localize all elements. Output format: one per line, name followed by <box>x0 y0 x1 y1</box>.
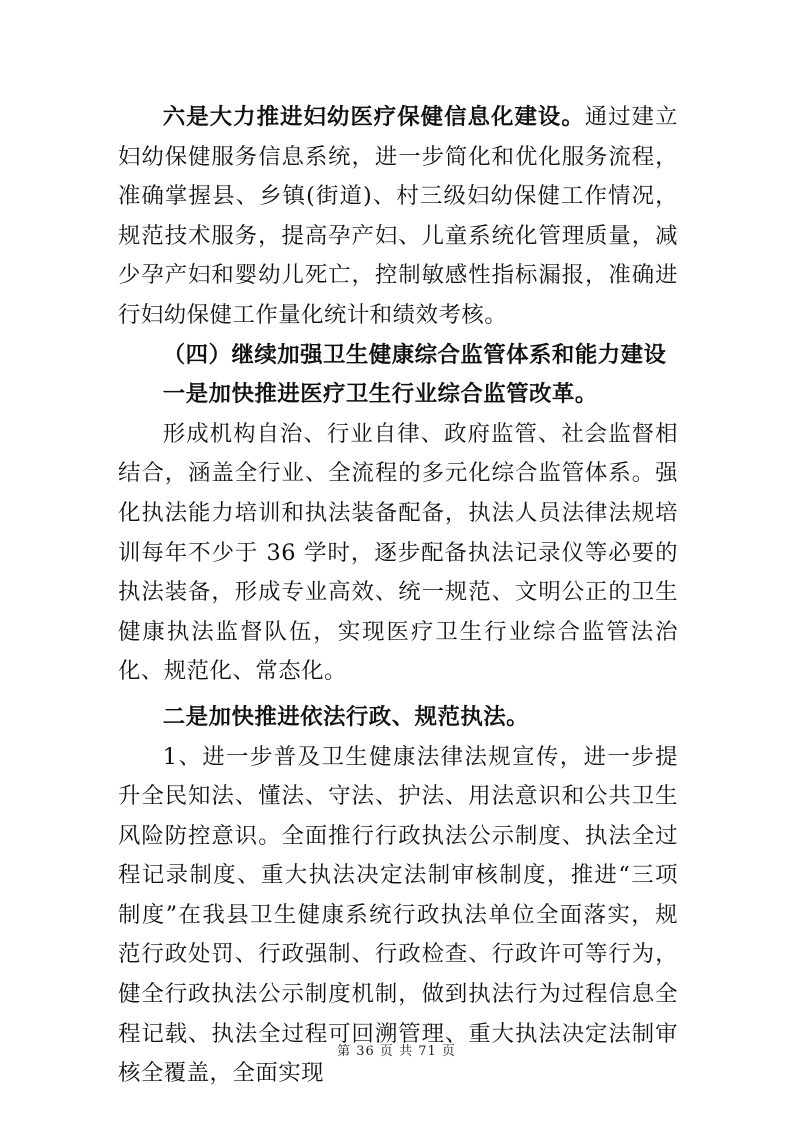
paragraph-heading: 六是大力推进妇幼医疗保健信息化建设。 <box>162 104 585 130</box>
page-number: 第 36 页 共 71 页 <box>337 1044 456 1059</box>
section-heading: （四）继续加强卫生健康综合监管体系和能力建设 <box>162 341 667 368</box>
subsection-heading: 二是加快推进依法行政、规范执法。 <box>162 703 530 730</box>
subsection-heading: 一是加快推进医疗卫生行业综合监管改革。 <box>162 381 598 408</box>
document-body <box>118 98 678 1094</box>
paragraph-law-enforcement: 1、进一步普及卫生健康法律法规宣传，进一步提升全民知法、懂法、守法、护法、用法意识和公共卫生风险防控意识。全面推行行政执法公示制度、执法全过程记录制度、重大执法决定法制审核制度，推进“三项制度”在我县卫生健康系统行政执法单位全面落实，规范行政处罚、行政强制、行政检查、行政许可等行为，健全行政执法公示制度机制，做到执法行为过程信息全程记载、执法全过程可回溯管理、重大执法决定法制审核全覆盖，全面实现 <box>118 743 678 1087</box>
paragraph-text: 通过建立妇幼保健服务信息系统，进一步简化和优化服务流程，准确掌握县、乡镇(街道)、村三级妇幼保健工作情况，规范技术服务，提高孕产妇、儿童系统化管理质量，减少孕产妇和婴幼儿死亡，控制敏感性指标漏报，准确进行妇幼保健工作量化统计和绩效考核。 <box>118 104 679 328</box>
paragraph-maternal-info <box>118 98 678 336</box>
paragraph-supervision: 形成机构自治、行业自律、政府监管、社会监督相结合，涵盖全行业、全流程的多元化综合监管体系。强化执法能力培训和执法装备配备，执法人员法律法规培训每年不少于 36 学时，逐步配备执法记录仪等必要的执法装备，形成专业高效、统一规范、文明公正的卫生健康执法监督队伍，实现医疗卫生行业综合监管法治化、规范化、常态化。 <box>118 420 678 685</box>
